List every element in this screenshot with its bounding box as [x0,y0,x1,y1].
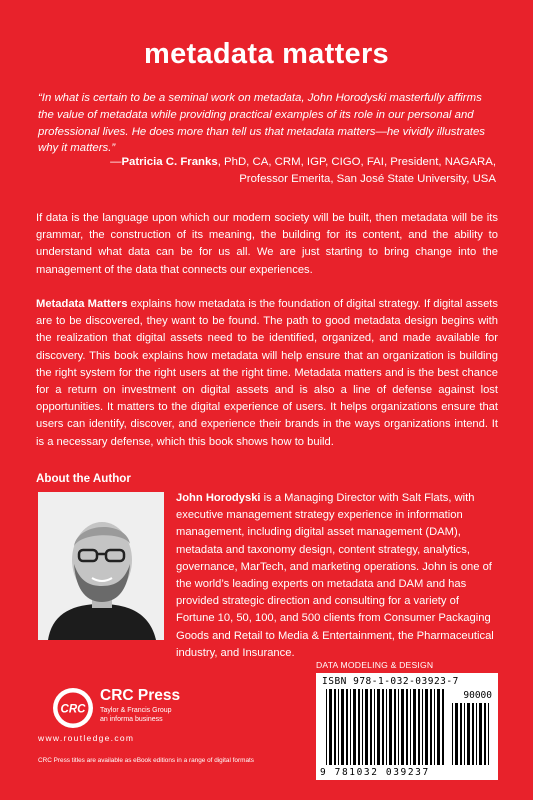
quote-attribution: —Patricia C. Franks, PhD, CA, CRM, IGP, CIGO, FAI, President, NAGARA, Professor Emerita, San José State University, USA [110,156,496,185]
price-code: 90000 [463,690,492,701]
publisher-informa: an informa business [100,716,163,723]
subject-category: DATA MODELING & DESIGN [316,660,434,670]
author-name: John Horodyski [176,492,261,504]
crc-press-logo [52,687,94,729]
author-photo [38,492,164,640]
quote-credentials: , PhD, CA, CRM, IGP, CIGO, FAI, President, NAGARA, [217,156,496,168]
description-lead: Metadata Matters [36,298,128,310]
publisher-url: www.routledge.com [38,733,135,743]
quote-author: Patricia C. Franks [121,156,218,168]
quote-credentials-line2: Professor Emerita, San José State University, USA [239,173,496,185]
about-author-heading: About the Author [36,472,131,485]
publisher-subtitle [100,706,172,724]
publisher-name: CRC Press [100,687,181,704]
publisher-group: Taylor & Francis Group [100,707,172,714]
intro-paragraph: If data is the language upon which our modern society will be built, then metadata will be its grammar, the construction of its meaning, the building for its content, and the ability to understand what data can be for us all. We are just starting to bring change into the management of the data that connects our experiences. [36,212,498,276]
ebook-footnote: CRC Press titles are available as eBook editions in a range of digital formats [38,757,254,764]
logo-text: CRC [60,703,86,716]
description-text: explains how metadata is the foundation of digital strategy. If digital assets are to be discovered, they want to be found. The path to good metadata design begins with the realization that digital assets need to be identified, organized, and made available for discovery. This book explains how metadata will help ensure that an organization is building the right system for the right users at the right time. Metadata matters and is the best chance for a return on investment on digital assets and is also a line of defense against lost opportunities. It matters to the digital experience of users. It helps organizations ensure that users can identify, discover, and experience their brands in the ways organizations intend. It is a necessary defense, which this book shows how to build. [36,298,498,448]
author-bio [176,490,498,662]
barcode-bars [316,673,498,780]
isbn-barcode [316,673,498,780]
description-paragraph [36,296,498,451]
isbn-number: ISBN 978-1-032-03923-7 [322,676,459,687]
barcode-digits: 9 781032 039237 [320,767,430,778]
endorsement-quote: “In what is certain to be a seminal work on metadata, John Horodyski masterfully affirms the value of metadata while providing practical examples of its role in our personal and professional lives. He does more than tell us that metadata matters—he vividly illustrates why it matters.” [38,92,485,155]
author-bio-text: is a Managing Director with Salt Flats, with executive management strategy experience in information management, including digital asset management (DAM), metadata and taxonomy design, content strategy, analytics, governance, MarTech, and marketing operations. John is one of the world’s leading experts on metadata and DAM and has provided strategic direction and consulting for a variety of Fortune 10, 50, 100, and 500 clients from Consumer Packaging Goods and Retail to Media & Entertainment, the Pharmaceutical industry, and Insurance. [176,492,494,659]
book-title: metadata matters [144,38,389,70]
